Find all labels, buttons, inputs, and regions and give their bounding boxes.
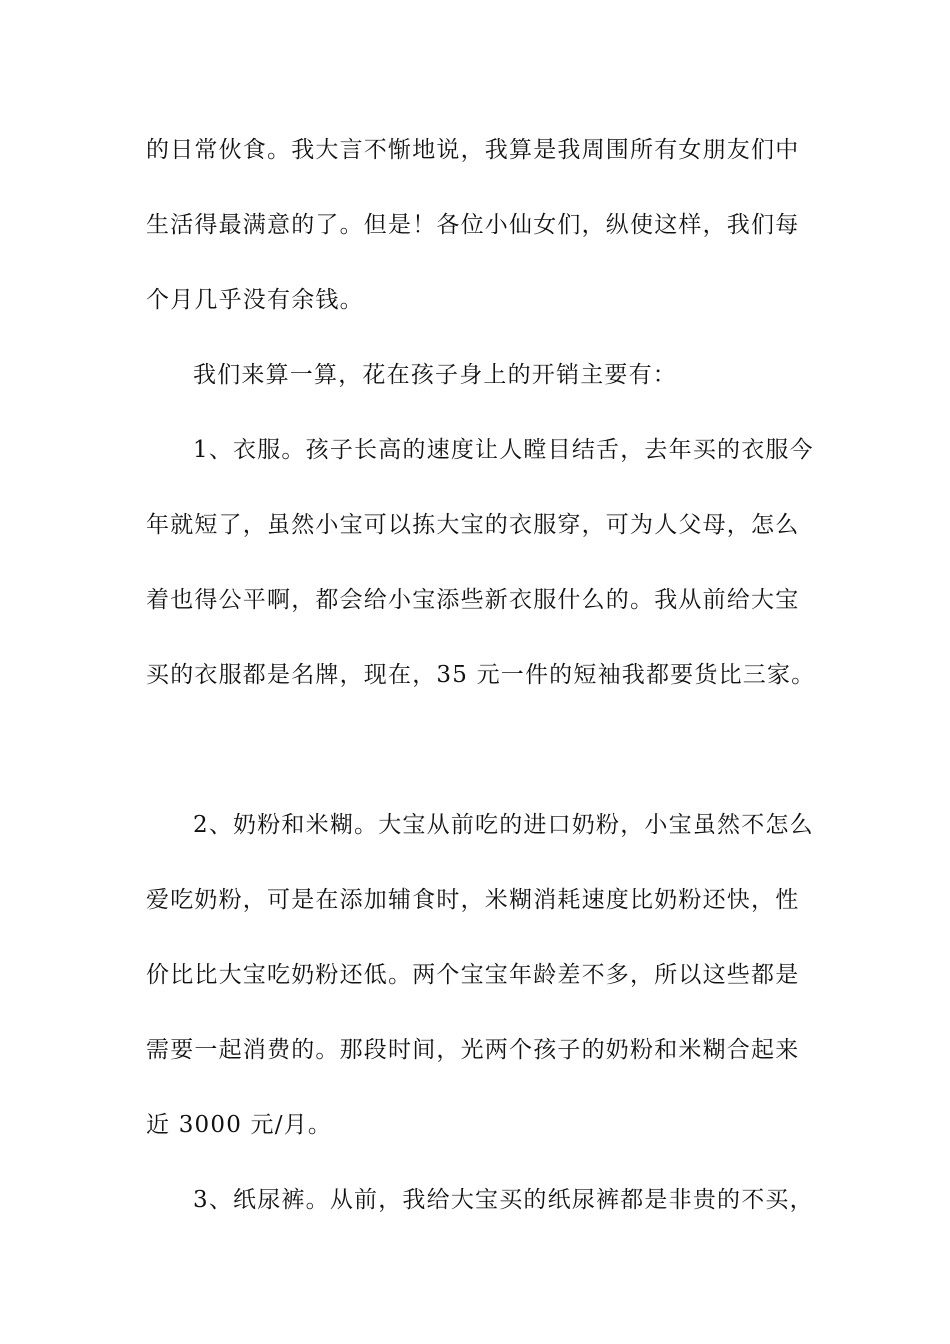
text-line: 个月几乎没有余钱。	[146, 287, 364, 313]
text-line: 生活得最满意的了。但是！各位小仙女们，纵使这样，我们每	[146, 212, 800, 238]
text-line: 1、衣服。孩子长高的速度让人瞠目结舌，去年买的衣服今	[193, 437, 814, 463]
text-line: 年就短了，虽然小宝可以拣大宝的衣服穿，可为人父母，怎么	[146, 512, 800, 538]
text-line: 买的衣服都是名牌，现在，35 元一件的短袖我都要货比三家。	[146, 662, 816, 688]
text-line: 的日常伙食。我大言不惭地说，我算是我周围所有女朋友们中	[146, 137, 800, 163]
text-line: 近 3000 元/月。	[146, 1112, 333, 1138]
text-line: 爱吃奶粉，可是在添加辅食时，米糊消耗速度比奶粉还快，性	[146, 887, 800, 913]
text-line: 我们来算一算，花在孩子身上的开销主要有：	[193, 362, 677, 388]
text-line: 3、纸尿裤。从前，我给大宝买的纸尿裤都是非贵的不买，	[193, 1187, 814, 1213]
text-line: 价比比大宝吃奶粉还低。两个宝宝年龄差不多，所以这些都是	[146, 962, 800, 988]
text-line: 着也得公平啊，都会给小宝添些新衣服什么的。我从前给大宝	[146, 587, 800, 613]
text-line: 需要一起消费的。那段时间，光两个孩子的奶粉和米糊合起来	[146, 1037, 800, 1063]
text-line: 2、奶粉和米糊。大宝从前吃的进口奶粉，小宝虽然不怎么	[193, 812, 814, 838]
